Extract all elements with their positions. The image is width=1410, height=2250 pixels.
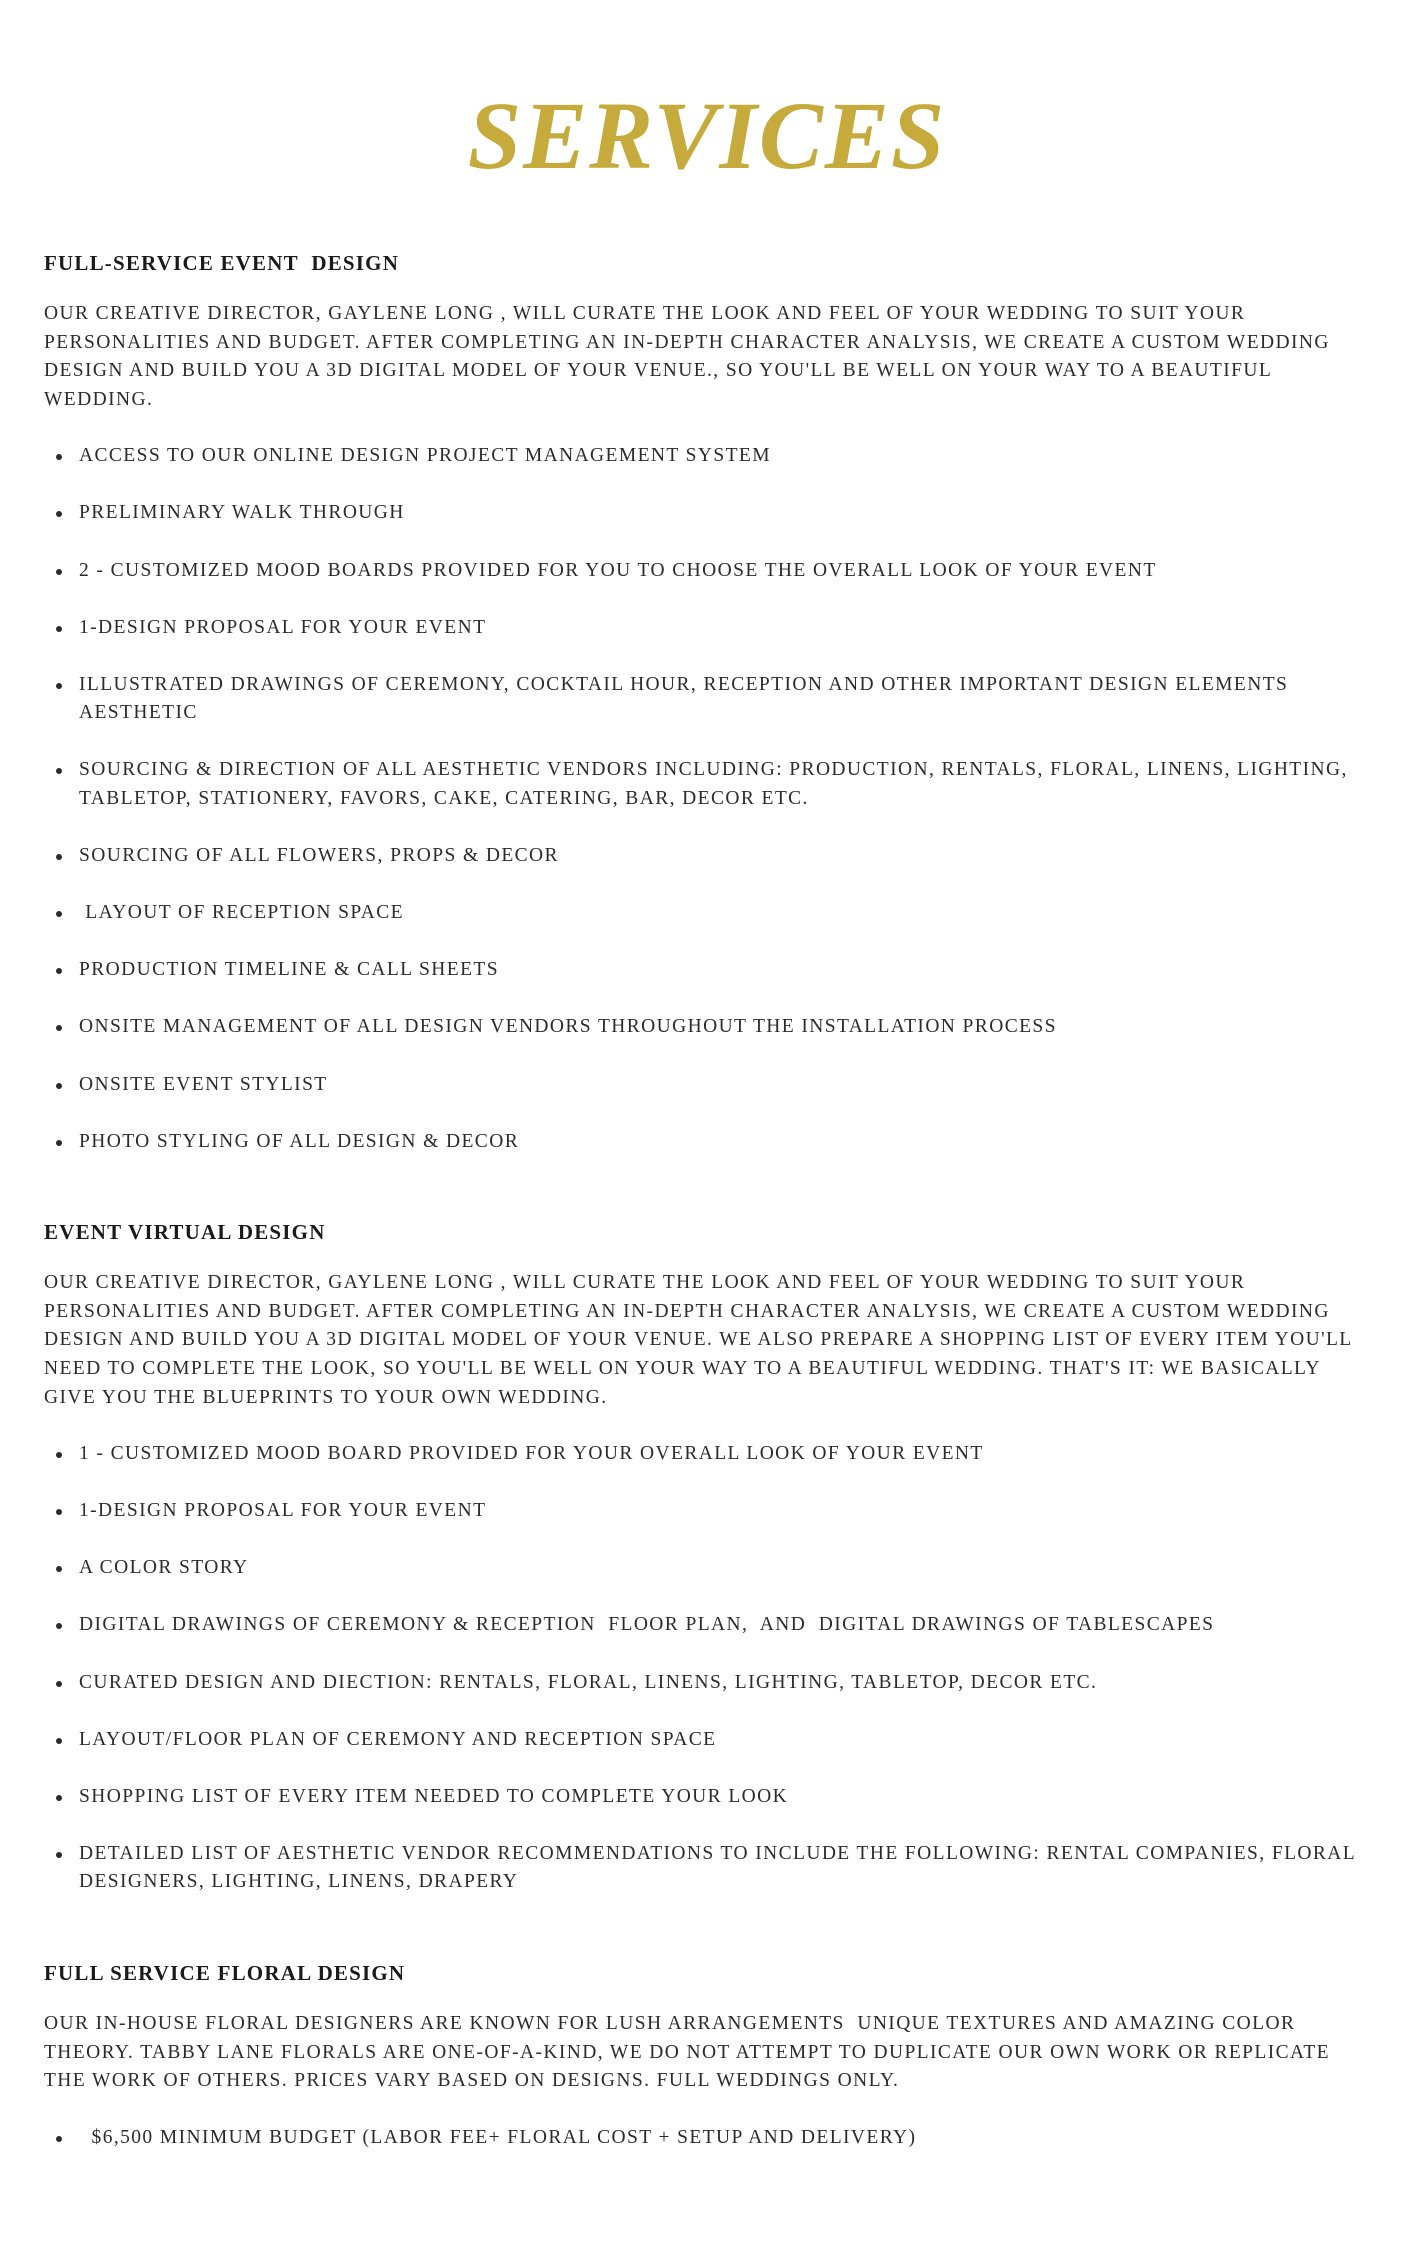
section-paragraph: OUR CREATIVE DIRECTOR, GAYLENE LONG , WILL CURATE THE LOOK AND FEEL OF YOUR WEDDING TO SUIT YOUR PERSONALITIES AND BUDGET. AFTER COMPLETING AN IN-DEPTH CHARACTER ANALYSIS, WE CREATE A CUSTOM WEDDING DESIGN AND BUILD YOU A 3D DIGITAL MODEL OF YOUR VENUE., SO YOU'LL BE WELL ON YOUR WAY TO A BEAUTIFUL WEDDING.: [44, 303, 1330, 410]
list-item: SOURCING & DIRECTION OF ALL AESTHETIC VENDORS INCLUDING: PRODUCTION, RENTALS, FLORAL, LINENS, LIGHTING, TABLETOP, STATIONERY, FAVORS, CAKE, CATERING, BAR, DECOR ETC.: [44, 756, 1370, 813]
section-paragraph: OUR IN-HOUSE FLORAL DESIGNERS ARE KNOWN FOR LUSH ARRANGEMENTS UNIQUE TEXTURES AND AMAZING COLOR THEORY. TABBY LANE FLORALS ARE ONE-OF-A-KIND, WE DO NOT ATTEMPT TO DUPLICATE OUR OWN WORK OR REPLICATE THE WORK OF OTHERS. PRICES VARY BASED ON DESIGNS. FULL WEDDINGS ONLY.: [44, 2013, 1336, 2092]
section-paragraph: OUR CREATIVE DIRECTOR, GAYLENE LONG , WILL CURATE THE LOOK AND FEEL OF YOUR WEDDING TO SUIT YOUR PERSONALITIES AND BUDGET. AFTER COMPLETING AN IN-DEPTH CHARACTER ANALYSIS, WE CREATE A CUSTOM WEDDING DESIGN AND BUILD YOU A 3D DIGITAL MODEL OF YOUR VENUE. WE ALSO PREPARE A SHOPPING LIST OF EVERY ITEM YOU'LL NEED TO COMPLETE THE LOOK, SO YOU'LL BE WELL ON YOUR WAY TO A BEAUTIFUL WEDDING. THAT'S IT: WE BASICALLY GIVE YOU THE BLUEPRINTS TO YOUR OWN WEDDING.: [44, 1272, 1352, 1408]
section-full-service-event-design: [44, 253, 1370, 1156]
section-heading: FULL SERVICE FLORAL DESIGN: [44, 1961, 406, 1985]
list-item: 1-DESIGN PROPOSAL FOR YOUR EVENT: [44, 1497, 1370, 1526]
list-item: ILLUSTRATED DRAWINGS OF CEREMONY, COCKTAIL HOUR, RECEPTION AND OTHER IMPORTANT DESIGN ELEMENTS AESTHETIC: [44, 671, 1370, 728]
bullet-icon: [56, 2136, 62, 2142]
section-heading: FULL-SERVICE EVENT DESIGN: [44, 251, 400, 275]
list-item: LAYOUT OF RECEPTION SPACE: [44, 899, 1370, 928]
page-title: SERVICES: [467, 82, 947, 189]
list-item: SHOPPING LIST OF EVERY ITEM NEEDED TO COMPLETE YOUR LOOK: [44, 1783, 1370, 1812]
bullet-icon: [56, 1852, 62, 1858]
bullet-icon: [56, 1140, 62, 1146]
section-event-virtual-design: [44, 1222, 1370, 1897]
section-list: [44, 442, 1370, 1156]
list-item: 1 - CUSTOMIZED MOOD BOARD PROVIDED FOR YOUR OVERALL LOOK OF YOUR EVENT: [44, 1440, 1370, 1469]
bullet-icon: [56, 1795, 62, 1801]
bullet-icon: [56, 1566, 62, 1572]
list-item: 1-DESIGN PROPOSAL FOR YOUR EVENT: [44, 614, 1370, 643]
bullet-icon: [56, 683, 62, 689]
bullet-icon: [56, 854, 62, 860]
bullet-icon: [56, 1083, 62, 1089]
list-item: A COLOR STORY: [44, 1554, 1370, 1583]
bullet-icon: [56, 1509, 62, 1515]
list-item: ONSITE MANAGEMENT OF ALL DESIGN VENDORS THROUGHOUT THE INSTALLATION PROCESS: [44, 1013, 1370, 1042]
list-item: DIGITAL DRAWINGS OF CEREMONY & RECEPTION FLOOR PLAN, AND DIGITAL DRAWINGS OF TABLESCAPES: [44, 1611, 1370, 1640]
bullet-icon: [56, 454, 62, 460]
section-heading: EVENT VIRTUAL DESIGN: [44, 1220, 326, 1245]
section-full-service-floral-design: [44, 1963, 1370, 2152]
list-item: SOURCING OF ALL FLOWERS, PROPS & DECOR: [44, 842, 1370, 871]
section-list: [44, 2124, 1370, 2153]
bullet-icon: [56, 1623, 62, 1629]
list-item: 2 - CUSTOMIZED MOOD BOARDS PROVIDED FOR YOU TO CHOOSE THE OVERALL LOOK OF YOUR EVENT: [44, 557, 1370, 586]
list-item: ONSITE EVENT STYLIST: [44, 1071, 1370, 1100]
services-page: [44, 0, 1370, 2152]
list-item: PRODUCTION TIMELINE & CALL SHEETS: [44, 956, 1370, 985]
list-item: CURATED DESIGN AND DIECTION: RENTALS, FLORAL, LINENS, LIGHTING, TABLETOP, DECOR ETC.: [44, 1669, 1370, 1698]
bullet-icon: [56, 1025, 62, 1031]
list-item: DETAILED LIST OF AESTHETIC VENDOR RECOMMENDATIONS TO INCLUDE THE FOLLOWING: RENTAL COMPANIES, FLORAL DESIGNERS, LIGHTING, LINENS, DRAPERY: [44, 1840, 1370, 1897]
list-item: PRELIMINARY WALK THROUGH: [44, 499, 1370, 528]
bullet-icon: [56, 968, 62, 974]
list-item: LAYOUT/FLOOR PLAN OF CEREMONY AND RECEPTION SPACE: [44, 1726, 1370, 1755]
bullet-icon: [56, 626, 62, 632]
bullet-icon: [56, 1452, 62, 1458]
bullet-icon: [56, 1681, 62, 1687]
bullet-icon: [56, 911, 62, 917]
bullet-icon: [56, 569, 62, 575]
section-list: [44, 1440, 1370, 1897]
bullet-icon: [56, 1738, 62, 1744]
bullet-icon: [56, 768, 62, 774]
list-item: $6,500 MINIMUM BUDGET (LABOR FEE+ FLORAL COST + SETUP AND DELIVERY): [44, 2124, 1370, 2153]
list-item: PHOTO STYLING OF ALL DESIGN & DECOR: [44, 1128, 1370, 1157]
bullet-icon: [56, 511, 62, 517]
list-item: ACCESS TO OUR ONLINE DESIGN PROJECT MANAGEMENT SYSTEM: [44, 442, 1370, 471]
